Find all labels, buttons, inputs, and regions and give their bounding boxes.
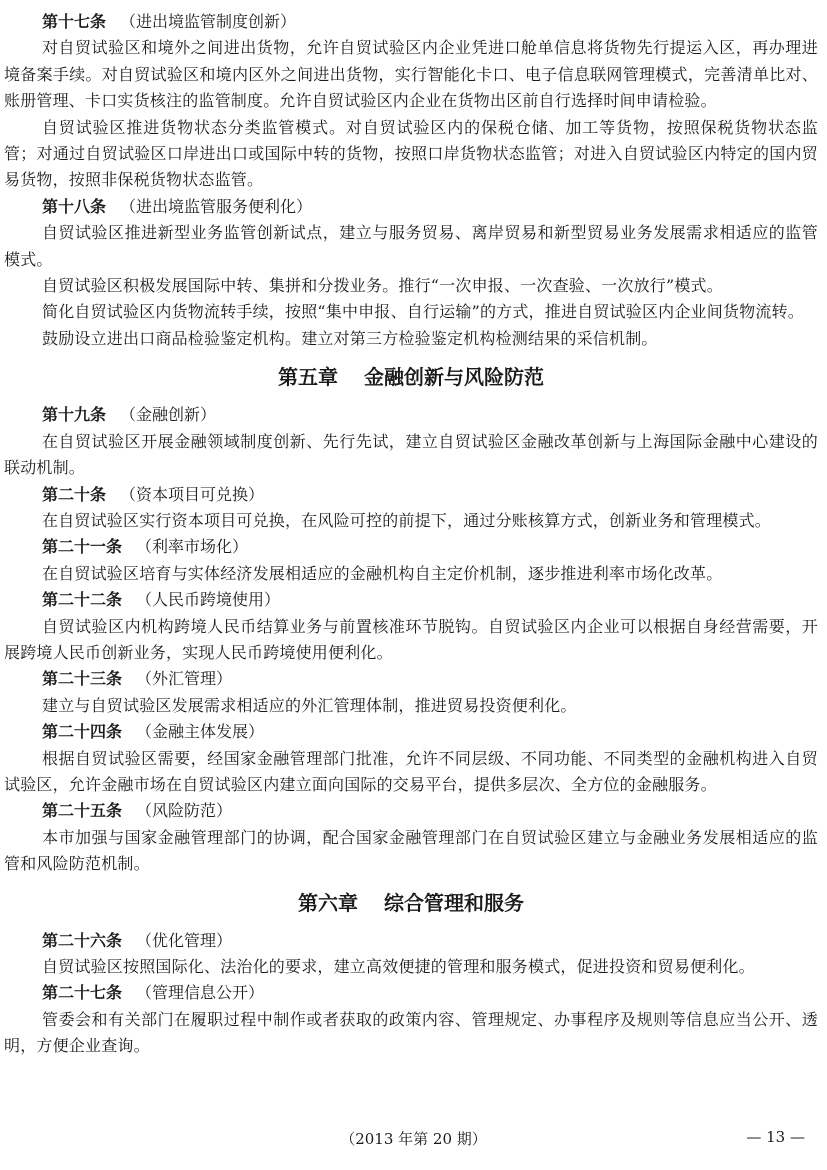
article-heading: [4, 9, 818, 35]
article-title: （人民币跨境使用）: [136, 590, 281, 610]
page-footer: [0, 1128, 827, 1152]
article-number: 第二十四条: [42, 722, 123, 742]
chapter-heading: [4, 352, 818, 402]
paragraph: 自贸试验区积极发展国际中转、集拼和分拨业务。推行“一次申报、一次查验、一次放行”模式。: [42, 276, 723, 296]
article-title: （进出境监管服务便利化）: [120, 196, 313, 216]
article-heading: [4, 980, 818, 1006]
article-heading: [4, 928, 818, 954]
paragraph: 自贸试验区推进新型业务监管创新试点，建立与服务贸易、离岸贸易和新型贸易业务发展需求相适应的监管模式。: [4, 223, 818, 269]
paragraph: 对自贸试验区和境外之间进出货物，允许自贸试验区内企业凭进口舱单信息将货物先行提运入区，再办理进境备案手续。对自贸试验区和境内区外之间进出货物，实行智能化卡口、电子信息联网管理模式，完善清单比对、账册管理、卡口实货核注的监管制度。允许自贸试验区内企业在货物出区前自行选择时间申请检验。: [4, 38, 818, 111]
chapter-title: 综合管理和服务: [384, 890, 524, 915]
paragraph: 自贸试验区内机构跨境人民币结算业务与前置核准环节脱钩。自贸试验区内企业可以根据自身经营需要，开展跨境人民币创新业务，实现人民币跨境使用便利化。: [4, 616, 818, 662]
paragraph: 自贸试验区按照国际化、法治化的要求，建立高效便捷的管理和服务模式，促进投资和贸易便利化。: [42, 957, 755, 976]
article-number: 第十七条: [42, 12, 107, 31]
paragraph: 自贸试验区推进货物状态分类监管模式。对自贸试验区内的保税仓储、加工等货物，按照保税货物状态监管；对通过自贸试验区口岸进出口或国际中转的货物，按照口岸货物状态监管；对进入自贸试验区内特定的国内贸易货物，按照非保税货物状态监管。: [4, 117, 818, 190]
article-number: 第二十六条: [42, 930, 123, 950]
paragraph: 本市加强与国家金融管理部门的协调，配合国家金融管理部门在自贸试验区建立与金融业务发展相适应的监管和风险防范机制。: [4, 827, 818, 874]
article-number: 第十九条: [42, 405, 107, 425]
article-title: （进出境监管制度创新）: [120, 12, 297, 31]
article-heading: [4, 194, 818, 220]
article-number: 第二十五条: [42, 801, 123, 821]
article-title: （资本项目可兑换）: [120, 484, 265, 504]
article-number: 第二十条: [42, 484, 107, 504]
paragraph: 鼓励设立进出口商品检验鉴定机构。建立对第三方检验鉴定机构检测结果的采信机制。: [42, 328, 658, 348]
article-number: 第二十二条: [42, 590, 123, 610]
chapter-heading: [4, 878, 818, 928]
article-heading: [4, 719, 818, 745]
article-number: 第二十一条: [42, 537, 123, 557]
paragraph: 在自贸试验区培育与实体经济发展相适应的金融机构自主定价机制，逐步推进利率市场化改革。: [42, 563, 723, 583]
article-title: （金融主体发展）: [136, 722, 265, 742]
chapter-number: 第六章: [298, 890, 358, 915]
article-title: （利率市场化）: [136, 537, 249, 557]
article-heading: [4, 798, 818, 824]
article-heading: [4, 402, 818, 428]
article-number: 第二十三条: [42, 669, 123, 689]
article-number: 第二十七条: [42, 983, 123, 1003]
article-heading: [4, 587, 818, 613]
article-title: （金融创新）: [120, 405, 217, 425]
issue-label: （2013 年第 20 期）: [340, 1130, 487, 1148]
paragraph: 在自贸试验区实行资本项目可兑换，在风险可控的前提下，通过分账核算方式，创新业务和管理模式。: [42, 510, 772, 530]
chapter-number: 第五章: [278, 365, 338, 390]
article-title: （外汇管理）: [136, 669, 233, 689]
paragraph: 管委会和有关部门在履职过程中制作或者获取的政策内容、管理规定、办事程序及规则等信息应当公开、透明，方便企业查询。: [4, 1009, 818, 1056]
paragraph: 简化自贸试验区内货物流转手续，按照“集中申报、自行运输”的方式，推进自贸试验区内企业间货物流转。: [42, 302, 804, 322]
paragraph: 建立与自贸试验区发展需求相适应的外汇管理体制，推进贸易投资便利化。: [42, 695, 577, 715]
chapter-title: 金融创新与风险防范: [364, 365, 544, 390]
paragraph: 根据自贸试验区需要，经国家金融管理部门批准，允许不同层级、不同功能、不同类型的金融机构进入自贸试验区，允许金融市场在自贸试验区内建立面向国际的交易平台，提供多层次、全方位的金融服务。: [4, 748, 818, 794]
page-number: — 13 —: [746, 1128, 805, 1146]
article-heading: [4, 482, 818, 508]
paragraph: 在自贸试验区开展金融领域制度创新、先行先试，建立自贸试验区金融改革创新与上海国际金融中心建设的联动机制。: [4, 431, 818, 478]
document-body: [4, 9, 818, 1060]
article-heading: [4, 666, 818, 692]
article-title: （管理信息公开）: [136, 983, 265, 1003]
article-number: 第十八条: [42, 196, 107, 216]
article-title: （风险防范）: [136, 801, 233, 821]
article-heading: [4, 534, 818, 560]
article-title: （优化管理）: [136, 930, 233, 950]
